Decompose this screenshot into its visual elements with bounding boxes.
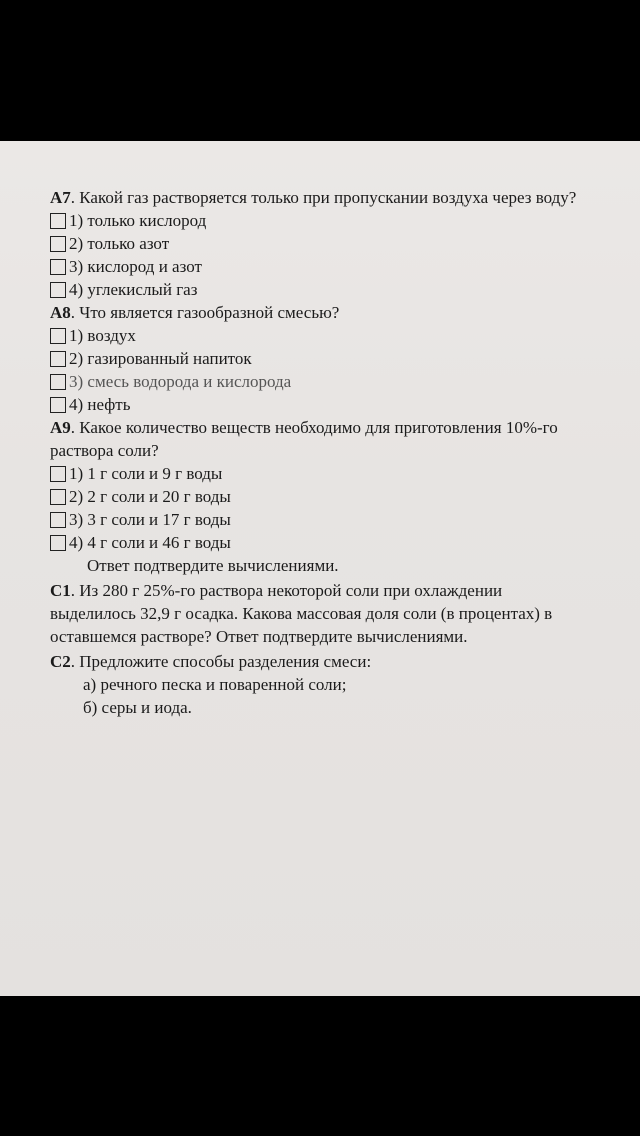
checkbox-icon[interactable] [50,535,66,551]
question-a7: A7. Какой газ растворяется только при пропускании воздуха через воду? [50,188,577,207]
option-label: 1) только кислород [69,211,207,230]
question-number: A8 [50,303,71,322]
question-number: A7 [50,188,71,207]
question-text: Что является газообразной смесью? [79,303,340,322]
option-label: 4) 4 г соли и 46 г воды [69,533,231,552]
sub-item: а) речного песка и поваренной соли; [83,675,347,694]
option-row [50,485,590,508]
question-text: Какой газ растворяется только при пропускании воздуха через воду? [79,188,577,207]
option-row [50,278,590,301]
option-label: 4) нефть [69,395,131,414]
question-text: Предложите способы разделения смеси: [79,652,372,671]
question-note: Ответ подтвердите вычислениями. [87,556,339,575]
worksheet-content [50,186,590,719]
checkbox-icon[interactable] [50,259,66,275]
option-row [50,324,590,347]
option-row [50,255,590,278]
paper-sheet [0,141,640,996]
option-label: 4) углекислый газ [69,280,198,299]
option-label: 2) 2 г соли и 20 г воды [69,487,231,506]
sub-item: б) серы и иода. [83,698,192,717]
option-row [50,531,590,554]
question-number: C2 [50,652,71,671]
checkbox-icon[interactable] [50,236,66,252]
option-label: 1) воздух [69,326,136,345]
option-row [50,462,590,485]
question-text: Из 280 г 25%-го раствора некоторой соли при охлаждении выделилось 32,9 г осадка. Какова массовая доля соли (в процентах) в оставшемся растворе? Ответ подтвердите вычислениями. [50,581,553,646]
option-label: 1) 1 г соли и 9 г воды [69,464,223,483]
checkbox-icon[interactable] [50,374,66,390]
option-label: 3) кислород и азот [69,257,202,276]
option-row [50,209,590,232]
option-label: 2) только азот [69,234,170,253]
option-row [50,232,590,255]
question-c1: C1. Из 280 г 25%-го раствора некоторой соли при охлаждении выделилось 32,9 г осадка. Какова массовая доля соли (в процентах) в оставшемся растворе? Ответ подтвердите вычислениями. [50,581,553,646]
question-a9: A9. Какое количество веществ необходимо для приготовления 10%-го раствора соли? [50,418,558,460]
option-row [50,347,590,370]
checkbox-icon[interactable] [50,397,66,413]
option-row [50,393,590,416]
checkbox-icon[interactable] [50,512,66,528]
checkbox-icon[interactable] [50,351,66,367]
question-number: A9 [50,418,71,437]
question-c2: C2. Предложите способы разделения смеси: [50,652,372,671]
option-label: 3) 3 г соли и 17 г воды [69,510,231,529]
checkbox-icon[interactable] [50,328,66,344]
checkbox-icon[interactable] [50,489,66,505]
checkbox-icon[interactable] [50,213,66,229]
option-row [50,370,590,393]
checkbox-icon[interactable] [50,282,66,298]
question-text: Какое количество веществ необходимо для приготовления 10%-го раствора соли? [50,418,558,460]
question-number: C1 [50,581,71,600]
option-label: 3) смесь водорода и кислорода [69,372,292,391]
option-label: 2) газированный напиток [69,349,252,368]
checkbox-icon[interactable] [50,466,66,482]
question-a8: A8. Что является газообразной смесью? [50,303,340,322]
option-row [50,508,590,531]
